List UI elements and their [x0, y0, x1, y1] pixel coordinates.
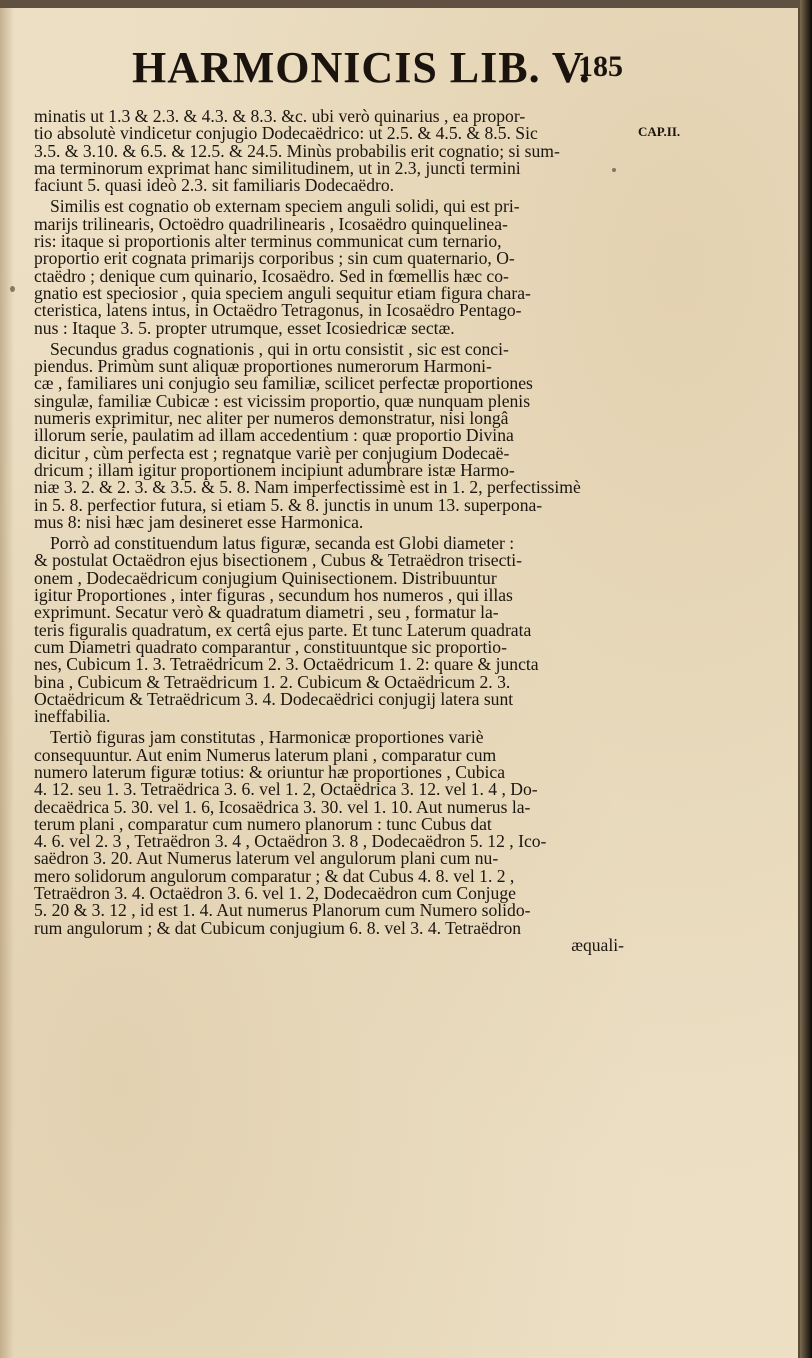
text-line: 3.5. & 3.10. & 6.5. & 12.5. & 24.5. Minùs probabilis erit cognatio; si sum- [34, 140, 560, 161]
paragraph [34, 338, 634, 532]
text-line: cum Diametri quadrato comparantur , constituuntque sic proportio- [34, 636, 507, 657]
text-line: 4. 6. vel 2. 3 , Tetraëdron 3. 4 , Octaëdron 3. 8 , Dodecaëdron 5. 12 , Ico- [34, 831, 547, 852]
text-line: Octaëdricum & Tetraëdricum 3. 4. Dodecaëdrici conjugij latera sunt [34, 688, 514, 709]
text-line: dicitur , cùm perfecta est ; regnatque variè per conjugium Dodecaë- [34, 442, 510, 463]
text-line: niæ 3. 2. & 2. 3. & 3.5. & 5. 8. Nam imperfectissimè est in 1. 2, perfectissimè [34, 477, 581, 498]
text-line: 4. 12. seu 1. 3. Tetraëdrica 3. 6. vel 1. 2, Octaëdrica 3. 12. vel 1. 4 , Do- [34, 779, 538, 800]
paragraph [34, 108, 634, 194]
text-line: numero laterum figuræ totius: & oriuntur hæ proportiones , Cubica [34, 761, 506, 782]
text-line: cæ , familiares uni conjugio seu familiæ, scilicet perfectæ proportiones [34, 373, 533, 394]
text-line: Secundus gradus cognationis , qui in ortu consistit , sic est conci- [50, 338, 509, 359]
paragraph [34, 198, 634, 336]
text-line: nus : Itaque 3. 5. propter utrumque, esset Icosiedricæ sectæ. [34, 317, 455, 338]
text-line: minatis ut 1.3 & 2.3. & 4.3. & 8.3. &c. ubi verò quinarius , ea propor- [34, 106, 526, 126]
text-line: singulæ, familiæ Cubicæ : est vicissim proportio, quæ nunquam plenis [34, 390, 531, 411]
page-number: 185 [578, 50, 623, 83]
text-line: Tertiò figuras jam constitutas , Harmonicæ proportiones variè [50, 727, 484, 748]
text-line: saëdron 3. 20. Aut Numerus laterum vel angulorum plani cum nu- [34, 848, 499, 869]
text-line: teris figuralis quadratum, ex certâ ejus parte. Et tunc Laterum quadrata [34, 619, 532, 640]
text-line: nes, Cubicum 1. 3. Tetraëdricum 2. 3. Octaëdricum 1. 2: quare & juncta [34, 654, 539, 675]
text-line: illorum serie, paulatim ad illam accedentium : quæ proportio Divina [34, 425, 514, 446]
paragraph [34, 729, 634, 937]
paragraph [34, 535, 634, 725]
text-line: proportio erit cognata primarijs corporibus ; sin cum quaternario, O- [34, 248, 515, 269]
text-line: ris: itaque si proportionis alter terminus communicat cum ternario, [34, 231, 502, 252]
text-line: onem , Dodecaëdricum conjugium Quinisectionem. Distribuuntur [34, 567, 497, 588]
top-border [0, 0, 800, 8]
text-line: exprimunt. Secatur verò & quadratum diametri , seu , formatur la- [34, 602, 499, 623]
text-line: 5. 20 & 3. 12 , id est 1. 4. Aut numerus Planorum cum Numero solido- [34, 900, 531, 921]
text-line: ineffabilia. [34, 706, 111, 727]
text-line: terum plani , comparatur cum numero planorum : tunc Cubus dat [34, 813, 492, 834]
text-line: numeris exprimitur, nec aliter per numeros demonstratur, nisi longâ [34, 408, 509, 429]
text-line: Similis est cognatio ob externam speciem anguli solidi, qui est pri- [50, 196, 520, 217]
text-line: marijs trilinearis, Octoëdro quadrilinearis , Icosaëdro quinquelinea- [34, 213, 508, 234]
text-line: Tetraëdron 3. 4. Octaëdron 3. 6. vel 1. 2, Dodecaëdron cum Conjuge [34, 883, 516, 904]
text-line: & postulat Octaëdron ejus bisectionem , Cubus & Tetraëdron trisecti- [34, 550, 523, 571]
text-line: rum angulorum ; & dat Cubicum conjugium 6. 8. vel 3. 4. Tetraëdron [34, 917, 522, 938]
marginal-note: CAP.II. [638, 124, 681, 139]
body-text [34, 108, 634, 954]
text-line: cteristica, latens intus, in Octaëdro Tetragonus, in Icosaëdro Pentago- [34, 300, 522, 321]
running-title: HARMONICIS LIB. V. [132, 43, 591, 92]
text-line: consequuntur. Aut enim Numerus laterum plani , comparatur cum [34, 744, 497, 765]
catchword: æquali- [571, 934, 624, 955]
text-line: gnatio est speciosior , quia speciem anguli sequitur etiam figura chara- [34, 282, 531, 303]
text-line: bina , Cubicum & Tetraëdricum 1. 2. Cubicum & Octaëdricum 2. 3. [34, 671, 511, 692]
text-line: in 5. 8. perfectior futura, si etiam 5. & 8. junctis in unum 13. superpona- [34, 494, 543, 515]
text-line: mero solidorum angulorum comparatur ; & dat Cubus 4. 8. vel 1. 2 , [34, 865, 515, 886]
text-line: faciunt 5. quasi ideò 2.3. sit familiaris Dodecaëdro. [34, 175, 395, 196]
running-header [0, 42, 800, 102]
text-line: mus 8: nisi hæc jam desineret esse Harmonica. [34, 511, 364, 532]
text-line: ma terminorum exprimat hanc similitudinem, ut in 2.3, juncti termini [34, 157, 521, 178]
text-line: ctaëdro ; denique cum quinario, Icosaëdro. Sed in fœmellis hæc co- [34, 265, 509, 286]
page-edge [800, 0, 812, 1358]
text-line: dricum ; illam igitur proportionem incipiunt adumbrare istæ Harmo- [34, 459, 515, 480]
text-line: igitur Proportiones , inter figuras , secundum hos numeros , qui illas [34, 585, 513, 606]
text-line: Porrò ad constituendum latus figuræ, secanda est Globi diameter : [50, 533, 515, 554]
text-line: tio absolutè vindicetur conjugio Dodecaëdrico: ut 2.5. & 4.5. & 8.5. Sic [34, 123, 538, 144]
text-line: piendus. Primùm sunt aliquæ proportiones numerorum Harmoni- [34, 356, 492, 377]
text-line: decaëdrica 5. 30. vel 1. 6, Icosaëdrica 3. 30. vel 1. 10. Aut numerus la- [34, 796, 531, 817]
ink-blot [612, 168, 616, 172]
ink-blot [10, 286, 15, 292]
